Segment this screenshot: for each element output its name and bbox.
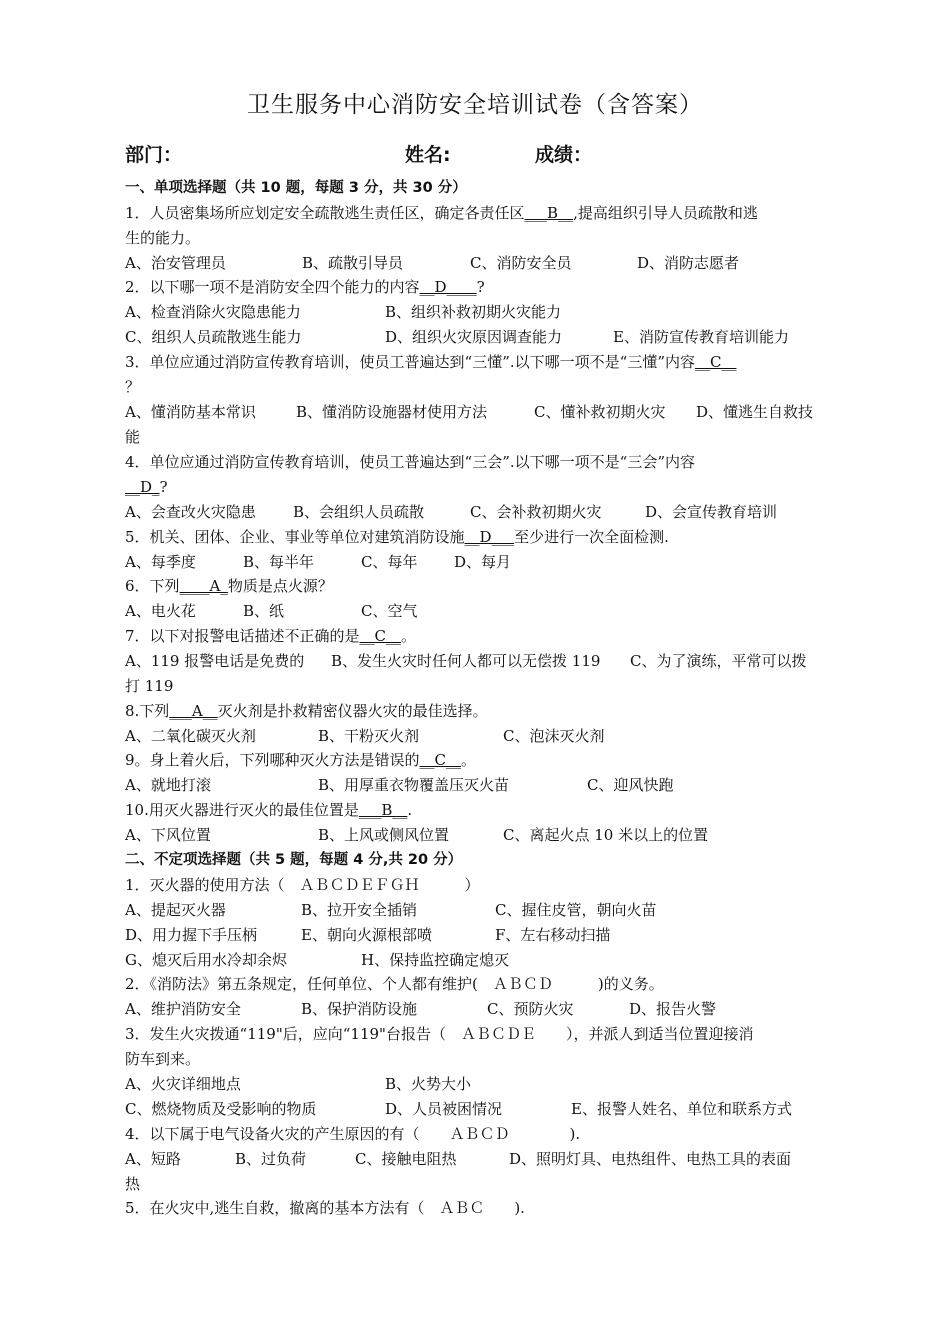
question-end: ? bbox=[476, 278, 485, 296]
option: C、会补救初期火灾 bbox=[470, 503, 602, 521]
question-5 bbox=[125, 527, 669, 547]
question-end: 。 bbox=[401, 627, 417, 645]
question-stem: ,提高组织引导人员疏散和逃 bbox=[573, 204, 758, 222]
answer-blank: __D_ bbox=[125, 478, 160, 496]
option: A、会查改火灾隐患 bbox=[125, 503, 256, 521]
multi-question-2: 2．《消防法》第五条规定，任何单位、个人都有维护( ＡＢＣＤ )的义务。 bbox=[125, 975, 664, 993]
option: A、二氧化碳灭火剂 bbox=[125, 727, 256, 745]
answer-blank: ___B__ bbox=[524, 204, 574, 222]
question-end: 物质是点火源？ bbox=[227, 577, 333, 595]
option: D、照明灯具、电热组件、电热工具的表面 bbox=[509, 1150, 792, 1168]
option: C、每年 bbox=[361, 553, 418, 571]
question-stem: 8.下列 bbox=[125, 702, 170, 720]
option: B、过负荷 bbox=[235, 1150, 307, 1168]
option: B、纸 bbox=[243, 602, 285, 620]
option: C、空气 bbox=[361, 602, 418, 620]
question-end: 至少进行一次全面检测. bbox=[514, 528, 669, 546]
option: D、用力握下手压柄 bbox=[125, 926, 258, 944]
section-heading-multi-choice: 二、不定项选择题（共 5 题，每题 4 分,共 20 分） bbox=[125, 852, 463, 868]
option: B、组织补救初期火灾能力 bbox=[385, 303, 562, 321]
option: F、左右移动扫描 bbox=[495, 926, 611, 944]
question-stem: 6．下列 bbox=[125, 577, 180, 595]
option: G、熄灭后用水冷却余烬 bbox=[125, 951, 287, 969]
question-10 bbox=[125, 800, 412, 820]
multi-question-3: 3．发生火灾拨通“119"后，应向“119"台报告（ ＡＢＣＤＥ ），并派人到适当位置迎接消 bbox=[125, 1025, 754, 1043]
question-end: . bbox=[407, 801, 413, 819]
option: A、每季度 bbox=[125, 553, 196, 571]
option: B、保护消防设施 bbox=[301, 1000, 418, 1018]
option: B、干粉灭火剂 bbox=[318, 727, 420, 745]
multi-question-5: 5．在火灾中,逃生自救，撤离的基本方法有（ ＡＢＣ ). bbox=[125, 1199, 525, 1217]
option: C、为了演练，平常可以拨 bbox=[630, 652, 807, 670]
option: A、就地打滚 bbox=[125, 776, 211, 794]
answer-blank: ____A_ bbox=[179, 577, 228, 595]
question-6 bbox=[125, 576, 333, 596]
answer-blank: __C__ bbox=[419, 751, 462, 769]
question-1 bbox=[125, 203, 758, 223]
option: A、维护消防安全 bbox=[125, 1000, 241, 1018]
option: A、检查消除火灾隐患能力 bbox=[125, 303, 301, 321]
option: B、上风或侧风位置 bbox=[318, 826, 450, 844]
option: A、119 报警电话是免费的 bbox=[125, 652, 305, 670]
option: C、接触电阻热 bbox=[355, 1150, 457, 1168]
option: C、燃烧物质及受影响的物质 bbox=[125, 1100, 317, 1118]
answer-blank: __C__ bbox=[695, 353, 737, 371]
question-stem: 3．单位应通过消防宣传教育培训，使员工普遍达到“三懂”.以下哪一项不是“三懂”内容 bbox=[125, 353, 695, 371]
page-title: 卫生服务中心消防安全培训试卷（含答案） bbox=[247, 92, 703, 118]
answer-blank: ___A__ bbox=[169, 702, 218, 720]
question-end: 灭火剂是扑救精密仪器火灾的最佳选择。 bbox=[217, 702, 488, 720]
option: D、报告火警 bbox=[629, 1000, 717, 1018]
question-end: ? bbox=[159, 478, 168, 496]
option: D、会宣传教育培训 bbox=[645, 503, 778, 521]
option: D、消防志愿者 bbox=[637, 254, 740, 272]
option: E、朝向火源根部喷 bbox=[301, 926, 432, 944]
option: C、握住皮管，朝向火苗 bbox=[495, 901, 657, 919]
option: D、每月 bbox=[454, 553, 512, 571]
option: B、拉开安全插销 bbox=[301, 901, 418, 919]
question-4: 4．单位应通过消防宣传教育培训，使员工普遍达到“三会”.以下哪一项不是“三会”内容 bbox=[125, 453, 695, 471]
score-label: 成绩： bbox=[535, 144, 593, 166]
option: B、懂消防设施器材使用方法 bbox=[296, 403, 488, 421]
question-3 bbox=[125, 352, 736, 372]
name-label: 姓名: bbox=[405, 144, 451, 166]
multi-question-4-options-wrap: 热 bbox=[125, 1175, 141, 1193]
question-7-options-wrap: 打 119 bbox=[125, 677, 174, 695]
question-end: 。 bbox=[461, 751, 477, 769]
option: A、火灾详细地点 bbox=[125, 1075, 241, 1093]
question-3-options-wrap: 能 bbox=[125, 428, 141, 446]
option: D、人员被困情况 bbox=[385, 1100, 503, 1118]
option: A、电火花 bbox=[125, 602, 196, 620]
question-7 bbox=[125, 626, 416, 646]
answer-blank: ___B__ bbox=[358, 801, 408, 819]
multi-question-4: 4．以下属于电气设备火灾的产生原因的有（ ＡＢＣＤ ). bbox=[125, 1125, 581, 1143]
option: H、保持监控确定熄灭 bbox=[361, 951, 510, 969]
question-9 bbox=[125, 750, 476, 770]
question-stem: 5．机关、团体、企业、事业等单位对建筑消防设施 bbox=[125, 528, 465, 546]
option: C、泡沫灭火剂 bbox=[503, 727, 605, 745]
option: A、短路 bbox=[125, 1150, 181, 1168]
multi-question-3-wrap: 防车到来。 bbox=[125, 1050, 201, 1068]
option: D、懂逃生自救技 bbox=[696, 403, 814, 421]
question-8 bbox=[125, 701, 488, 721]
question-stem: 7．以下对报警电话描述不正确的是 bbox=[125, 627, 360, 645]
answer-blank: __D____ bbox=[419, 278, 477, 296]
section-heading-single-choice: 一、单项选择题（共 10 题，每题 3 分，共 30 分） bbox=[125, 180, 467, 196]
option: B、会组织人员疏散 bbox=[293, 503, 425, 521]
option: A、下风位置 bbox=[125, 826, 211, 844]
question-4-wrap bbox=[125, 477, 168, 497]
option: B、用厚重衣物覆盖压灭火苗 bbox=[318, 776, 510, 794]
option: C、迎风快跑 bbox=[587, 776, 674, 794]
option: C、离起火点 10 米以上的位置 bbox=[503, 826, 709, 844]
option: B、火势大小 bbox=[385, 1075, 472, 1093]
option: E、消防宣传教育培训能力 bbox=[613, 328, 789, 346]
question-stem: 1．人员密集场所应划定安全疏散逃生责任区，确定各责任区 bbox=[125, 204, 525, 222]
question-1-wrap: 生的能力。 bbox=[125, 229, 201, 247]
option: C、组织人员疏散逃生能力 bbox=[125, 328, 302, 346]
question-stem: 10.用灭火器进行灭火的最佳位置是 bbox=[125, 801, 359, 819]
option: A、提起灭火器 bbox=[125, 901, 226, 919]
option: B、每半年 bbox=[243, 553, 315, 571]
option: A、懂消防基本常识 bbox=[125, 403, 256, 421]
option: A、治安管理员 bbox=[125, 254, 226, 272]
option: C、预防火灾 bbox=[487, 1000, 574, 1018]
option: C、懂补救初期火灾 bbox=[534, 403, 666, 421]
option: B、发生火灾时任何人都可以无偿拨 119 bbox=[331, 652, 601, 670]
option: D、组织火灾原因调查能力 bbox=[385, 328, 563, 346]
answer-blank: __C__ bbox=[359, 627, 402, 645]
question-2 bbox=[125, 277, 485, 297]
option: E、报警人姓名、单位和联系方式 bbox=[571, 1100, 792, 1118]
option: B、疏散引导员 bbox=[302, 254, 404, 272]
multi-question-1: 1．灭火器的使用方法（ ＡＢＣＤＥＦＧＨ ） bbox=[125, 876, 480, 894]
answer-blank: __D___ bbox=[464, 528, 515, 546]
question-stem: 9。身上着火后，下列哪种灭火方法是错误的 bbox=[125, 751, 420, 769]
dept-label: 部门： bbox=[125, 144, 183, 166]
question-3-wrap: ？ bbox=[125, 378, 141, 396]
question-stem: 2．以下哪一项不是消防安全四个能力的内容 bbox=[125, 278, 420, 296]
option: C、消防安全员 bbox=[470, 254, 572, 272]
